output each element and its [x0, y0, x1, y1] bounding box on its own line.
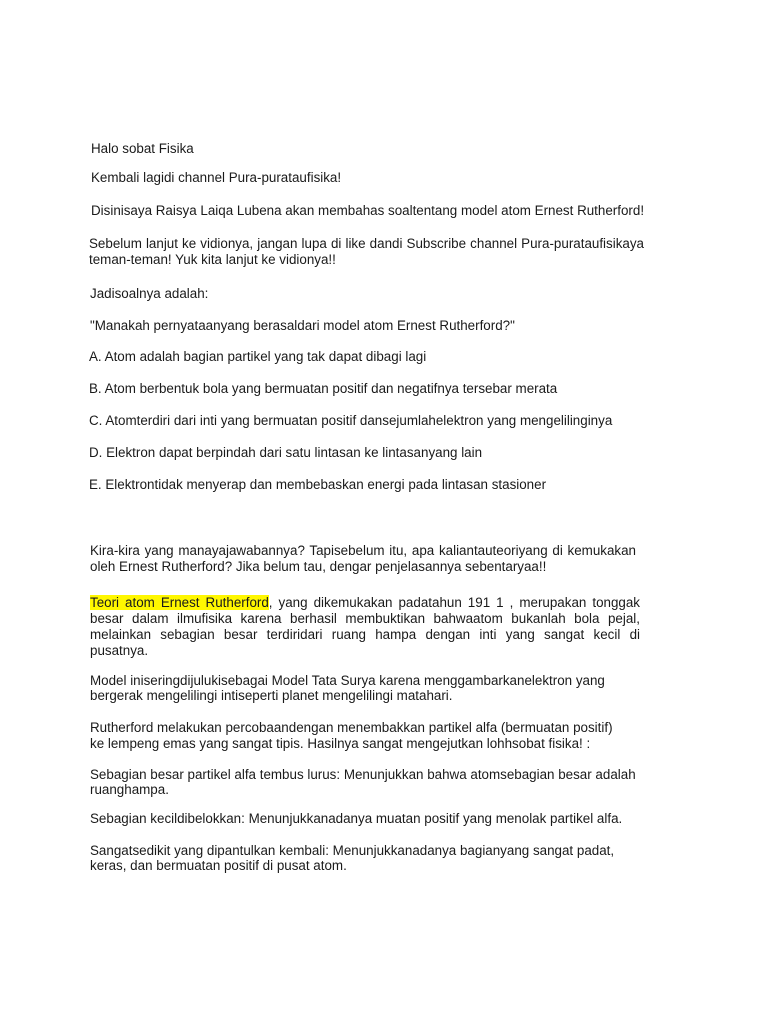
- greeting-text: Halo sobat Fisika: [91, 141, 194, 156]
- theory-paragraph: [90, 595, 640, 659]
- option-d: D. Elektron dapat berpindah dari satu lintasan ke lintasanyang lain: [89, 445, 483, 460]
- model-line-1: Model iniseringdijulukisebagai Model Tata Surya karena menggambarkanelektron yang: [90, 673, 605, 688]
- result-1-line-2: ruanghampa.: [90, 782, 169, 797]
- intro-line-1: Kembali lagidi channel Pura-purataufisika!: [91, 170, 342, 185]
- theory-body: , yang dikemukakan padatahun 191 1 , merupakan tonggak besar dalam ilmufisika karena berhasil membuktikan bahwaatom bukanlah bola pejal, melainkan sebagian besar terdiridari ruang hampa dengan inti yang sangat kecil di pusatnya.: [90, 595, 640, 658]
- question-text: "Manakah pernyataanyang berasaldari model atom Ernest Rutherford?": [90, 318, 515, 333]
- result-2: Sebagian kecildibelokkan: Menunjukkanadanya muatan positif yang menolak partikel alfa.: [90, 811, 623, 826]
- experiment-line-1: Rutherford melakukan percobaandengan menembakkan partikel alfa (bermuatan positif): [90, 720, 613, 735]
- intro-paragraph-3: Sebelum lanjut ke vidionya, jangan lupa di like dandi Subscribe channel Pura-purataufisikaya teman-teman! Yuk kita lanjut ke vidionya!!: [89, 236, 644, 267]
- experiment-line-2: ke lempeng emas yang sangat tipis. Hasilnya sangat mengejutkan lohhsobat fisika! :: [90, 736, 591, 751]
- model-line-2: bergerak mengelilingi intiseperti planet mengelilingi matahari.: [90, 688, 453, 703]
- prompt-paragraph: Kira-kira yang manayajawabannya? Tapisebelum itu, apa kaliantauteoriyang di kemukakan oleh Ernest Rutherford? Jika belum tau, dengar penjelasannya sebentaryaa!!: [90, 543, 636, 574]
- result-1-line-1: Sebagian besar partikel alfa tembus lurus: Menunjukkan bahwa atomsebagian besar adalah: [90, 767, 636, 782]
- option-c: C. Atomterdiri dari inti yang bermuatan positif dansejumlahelektron yang mengelilinginya: [89, 413, 613, 428]
- option-b: B. Atom berbentuk bola yang bermuatan positif dan negatifnya tersebar merata: [89, 381, 558, 396]
- intro-line-2: Disinisaya Raisya Laiqa Lubena akan membahas soaltentang model atom Ernest Rutherford!: [91, 203, 645, 218]
- highlighted-theory-title: Teori atom Ernest Rutherford: [90, 595, 269, 610]
- result-3-line-2: keras, dan bermuatan positif di pusat atom.: [90, 858, 347, 873]
- option-a: A. Atom adalah bagian partikel yang tak dapat dibagi lagi: [89, 349, 427, 364]
- question-intro: Jadisoalnya adalah:: [90, 286, 209, 301]
- result-3-line-1: Sangatsedikit yang dipantulkan kembali: Menunjukkanadanya bagianyang sangat padat,: [90, 843, 615, 858]
- option-e: E. Elektrontidak menyerap dan membebaskan energi pada lintasan stasioner: [89, 477, 547, 492]
